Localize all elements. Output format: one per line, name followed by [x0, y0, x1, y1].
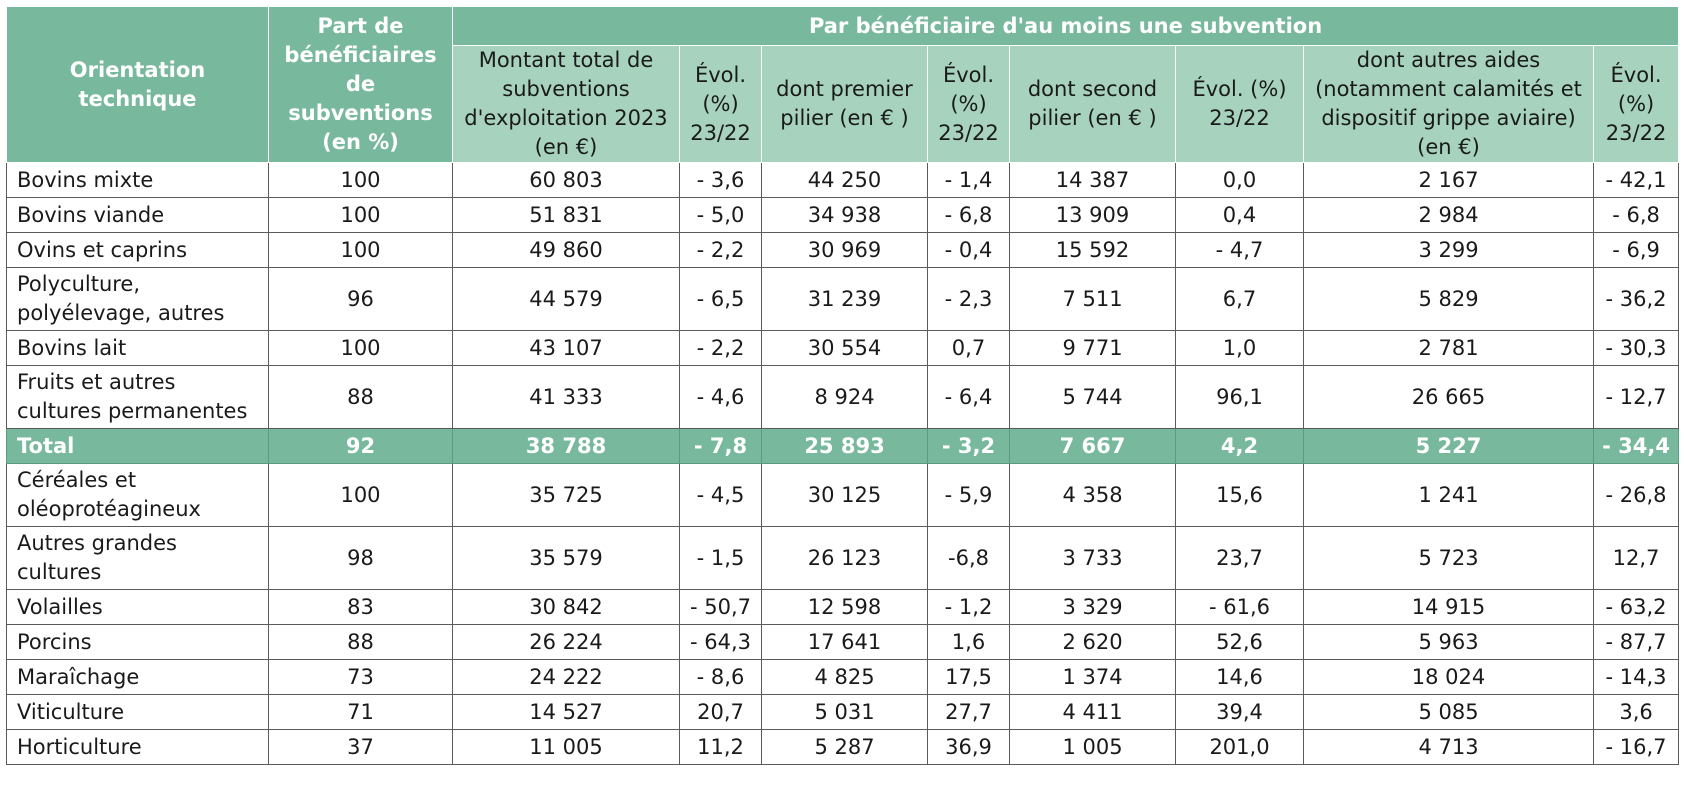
header-group-par-beneficiaire: Par bénéficiaire d'au moins une subvention — [453, 7, 1679, 46]
cell-evol-second: 39,4 — [1176, 695, 1304, 730]
cell-autres-aides: 2 984 — [1304, 198, 1594, 233]
cell-evol-autres: - 30,3 — [1594, 331, 1679, 366]
table-row — [7, 464, 1679, 527]
cell-autres-aides: 5 085 — [1304, 695, 1594, 730]
cell-autres-aides: 14 915 — [1304, 590, 1594, 625]
cell-montant: 11 005 — [453, 730, 680, 765]
cell-part: 96 — [269, 268, 453, 331]
subsidies-table-container — [6, 6, 1678, 765]
cell-part: 98 — [269, 527, 453, 590]
cell-evol-montant: - 64,3 — [680, 625, 762, 660]
cell-orientation: Bovins lait — [7, 331, 269, 366]
cell-autres-aides: 1 241 — [1304, 464, 1594, 527]
table-row — [7, 527, 1679, 590]
cell-orientation: Autres grandes cultures — [7, 527, 269, 590]
cell-montant: 49 860 — [453, 233, 680, 268]
cell-autres-aides: 18 024 — [1304, 660, 1594, 695]
cell-second-pilier: 3 329 — [1010, 590, 1176, 625]
table-row — [7, 331, 1679, 366]
cell-evol-premier: - 1,4 — [928, 163, 1010, 198]
cell-premier-pilier: 8 924 — [762, 366, 928, 429]
cell-premier-pilier: 12 598 — [762, 590, 928, 625]
cell-orientation: Total — [7, 429, 269, 464]
cell-second-pilier: 5 744 — [1010, 366, 1176, 429]
cell-autres-aides: 5 963 — [1304, 625, 1594, 660]
cell-autres-aides: 5 829 — [1304, 268, 1594, 331]
table-row — [7, 590, 1679, 625]
cell-second-pilier: 14 387 — [1010, 163, 1176, 198]
cell-part: 88 — [269, 366, 453, 429]
total-row — [7, 429, 1679, 464]
cell-orientation: Volailles — [7, 590, 269, 625]
cell-evol-montant: - 50,7 — [680, 590, 762, 625]
table-row — [7, 366, 1679, 429]
cell-second-pilier: 2 620 — [1010, 625, 1176, 660]
cell-orientation: Polyculture, polyélevage, autres — [7, 268, 269, 331]
cell-premier-pilier: 5 031 — [762, 695, 928, 730]
header-autres-aides: dont autres aides (notamment calamités et dispositif grippe aviaire) (en €) — [1304, 46, 1594, 163]
cell-part: 100 — [269, 233, 453, 268]
cell-premier-pilier: 17 641 — [762, 625, 928, 660]
cell-second-pilier: 1 374 — [1010, 660, 1176, 695]
cell-orientation: Bovins viande — [7, 198, 269, 233]
cell-second-pilier: 9 771 — [1010, 331, 1176, 366]
cell-premier-pilier: 30 969 — [762, 233, 928, 268]
cell-evol-montant: - 6,5 — [680, 268, 762, 331]
cell-montant: 26 224 — [453, 625, 680, 660]
cell-evol-second: 23,7 — [1176, 527, 1304, 590]
cell-premier-pilier: 34 938 — [762, 198, 928, 233]
cell-evol-second: 1,0 — [1176, 331, 1304, 366]
table-row — [7, 163, 1679, 198]
cell-evol-second: 0,0 — [1176, 163, 1304, 198]
cell-evol-montant: - 7,8 — [680, 429, 762, 464]
cell-evol-premier: - 6,4 — [928, 366, 1010, 429]
cell-second-pilier: 15 592 — [1010, 233, 1176, 268]
cell-evol-premier: 17,5 — [928, 660, 1010, 695]
cell-evol-second: 52,6 — [1176, 625, 1304, 660]
cell-evol-premier: 0,7 — [928, 331, 1010, 366]
header-orientation: Orientation technique — [7, 7, 269, 163]
cell-evol-autres: - 63,2 — [1594, 590, 1679, 625]
cell-part: 37 — [269, 730, 453, 765]
cell-evol-second: 15,6 — [1176, 464, 1304, 527]
table-row — [7, 198, 1679, 233]
cell-montant: 14 527 — [453, 695, 680, 730]
cell-orientation: Horticulture — [7, 730, 269, 765]
cell-montant: 24 222 — [453, 660, 680, 695]
cell-evol-second: - 61,6 — [1176, 590, 1304, 625]
cell-evol-autres: - 42,1 — [1594, 163, 1679, 198]
cell-autres-aides: 3 299 — [1304, 233, 1594, 268]
cell-second-pilier: 4 411 — [1010, 695, 1176, 730]
cell-premier-pilier: 30 554 — [762, 331, 928, 366]
cell-evol-premier: -6,8 — [928, 527, 1010, 590]
cell-part: 100 — [269, 331, 453, 366]
cell-premier-pilier: 4 825 — [762, 660, 928, 695]
cell-evol-autres: - 26,8 — [1594, 464, 1679, 527]
cell-second-pilier: 3 733 — [1010, 527, 1176, 590]
cell-part: 100 — [269, 198, 453, 233]
cell-evol-montant: - 2,2 — [680, 331, 762, 366]
header-evol-second: Évol. (%) 23/22 — [1176, 46, 1304, 163]
cell-evol-second: 4,2 — [1176, 429, 1304, 464]
cell-part: 73 — [269, 660, 453, 695]
cell-evol-montant: - 1,5 — [680, 527, 762, 590]
cell-evol-premier: - 6,8 — [928, 198, 1010, 233]
cell-evol-second: 6,7 — [1176, 268, 1304, 331]
cell-evol-premier: - 5,9 — [928, 464, 1010, 527]
cell-part: 83 — [269, 590, 453, 625]
cell-part: 92 — [269, 429, 453, 464]
cell-evol-autres: - 34,4 — [1594, 429, 1679, 464]
header-montant-total: Montant total de subventions d'exploitation 2023 (en €) — [453, 46, 680, 163]
cell-part: 88 — [269, 625, 453, 660]
cell-evol-montant: - 3,6 — [680, 163, 762, 198]
cell-autres-aides: 5 227 — [1304, 429, 1594, 464]
cell-evol-montant: - 4,5 — [680, 464, 762, 527]
cell-premier-pilier: 25 893 — [762, 429, 928, 464]
header-part-beneficiaires: Part de bénéficiaires de subventions (en %) — [269, 7, 453, 163]
cell-premier-pilier: 31 239 — [762, 268, 928, 331]
cell-orientation: Viticulture — [7, 695, 269, 730]
cell-montant: 60 803 — [453, 163, 680, 198]
cell-premier-pilier: 44 250 — [762, 163, 928, 198]
cell-second-pilier: 1 005 — [1010, 730, 1176, 765]
cell-autres-aides: 5 723 — [1304, 527, 1594, 590]
cell-second-pilier: 13 909 — [1010, 198, 1176, 233]
cell-montant: 51 831 — [453, 198, 680, 233]
cell-second-pilier: 7 667 — [1010, 429, 1176, 464]
header-premier-pilier: dont premier pilier (en € ) — [762, 46, 928, 163]
table-row — [7, 730, 1679, 765]
cell-evol-second: 96,1 — [1176, 366, 1304, 429]
cell-part: 71 — [269, 695, 453, 730]
cell-evol-premier: 27,7 — [928, 695, 1010, 730]
cell-orientation: Fruits et autres cultures permanentes — [7, 366, 269, 429]
cell-autres-aides: 4 713 — [1304, 730, 1594, 765]
header-evol-autres: Évol. (%) 23/22 — [1594, 46, 1679, 163]
cell-evol-autres: 3,6 — [1594, 695, 1679, 730]
cell-premier-pilier: 30 125 — [762, 464, 928, 527]
cell-orientation: Céréales et oléoprotéagineux — [7, 464, 269, 527]
cell-montant: 35 725 — [453, 464, 680, 527]
cell-evol-autres: - 36,2 — [1594, 268, 1679, 331]
cell-autres-aides: 2 167 — [1304, 163, 1594, 198]
subsidies-table — [6, 6, 1679, 765]
cell-orientation: Bovins mixte — [7, 163, 269, 198]
cell-evol-premier: - 2,3 — [928, 268, 1010, 331]
cell-evol-premier: 36,9 — [928, 730, 1010, 765]
table-row — [7, 268, 1679, 331]
table-row — [7, 233, 1679, 268]
cell-evol-second: 201,0 — [1176, 730, 1304, 765]
cell-evol-premier: 1,6 — [928, 625, 1010, 660]
cell-evol-second: 0,4 — [1176, 198, 1304, 233]
cell-evol-montant: - 8,6 — [680, 660, 762, 695]
cell-evol-autres: - 6,9 — [1594, 233, 1679, 268]
header-evol-montant: Évol. (%) 23/22 — [680, 46, 762, 163]
cell-evol-montant: 20,7 — [680, 695, 762, 730]
cell-orientation: Maraîchage — [7, 660, 269, 695]
table-row — [7, 660, 1679, 695]
cell-montant: 30 842 — [453, 590, 680, 625]
cell-autres-aides: 2 781 — [1304, 331, 1594, 366]
cell-evol-autres: - 12,7 — [1594, 366, 1679, 429]
cell-montant: 38 788 — [453, 429, 680, 464]
cell-premier-pilier: 26 123 — [762, 527, 928, 590]
cell-evol-autres: 12,7 — [1594, 527, 1679, 590]
cell-montant: 41 333 — [453, 366, 680, 429]
cell-evol-premier: - 3,2 — [928, 429, 1010, 464]
table-header — [7, 7, 1679, 163]
cell-evol-montant: 11,2 — [680, 730, 762, 765]
cell-evol-autres: - 14,3 — [1594, 660, 1679, 695]
table-body — [7, 163, 1679, 765]
header-evol-premier: Évol. (%) 23/22 — [928, 46, 1010, 163]
header-second-pilier: dont second pilier (en € ) — [1010, 46, 1176, 163]
cell-orientation: Ovins et caprins — [7, 233, 269, 268]
cell-montant: 44 579 — [453, 268, 680, 331]
cell-evol-second: - 4,7 — [1176, 233, 1304, 268]
cell-evol-autres: - 87,7 — [1594, 625, 1679, 660]
cell-part: 100 — [269, 464, 453, 527]
cell-montant: 35 579 — [453, 527, 680, 590]
cell-autres-aides: 26 665 — [1304, 366, 1594, 429]
cell-evol-autres: - 16,7 — [1594, 730, 1679, 765]
cell-orientation: Porcins — [7, 625, 269, 660]
cell-evol-montant: - 4,6 — [680, 366, 762, 429]
cell-evol-premier: - 0,4 — [928, 233, 1010, 268]
cell-part: 100 — [269, 163, 453, 198]
cell-second-pilier: 7 511 — [1010, 268, 1176, 331]
table-row — [7, 625, 1679, 660]
cell-evol-montant: - 2,2 — [680, 233, 762, 268]
cell-evol-premier: - 1,2 — [928, 590, 1010, 625]
cell-montant: 43 107 — [453, 331, 680, 366]
table-row — [7, 695, 1679, 730]
cell-evol-second: 14,6 — [1176, 660, 1304, 695]
cell-evol-autres: - 6,8 — [1594, 198, 1679, 233]
cell-second-pilier: 4 358 — [1010, 464, 1176, 527]
cell-evol-montant: - 5,0 — [680, 198, 762, 233]
cell-premier-pilier: 5 287 — [762, 730, 928, 765]
